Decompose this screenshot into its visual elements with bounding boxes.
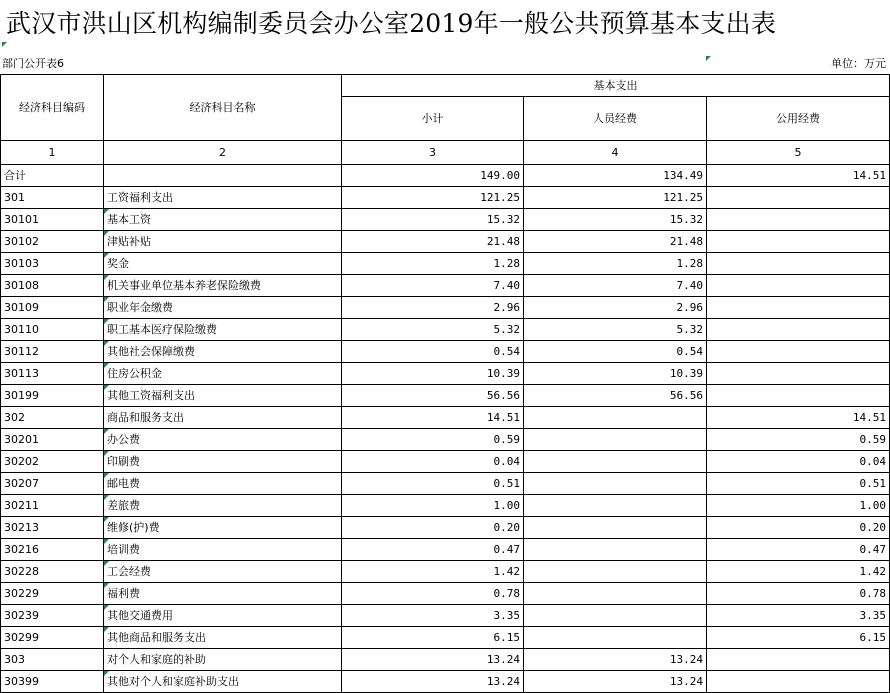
row-personnel: 10.39 [524,363,707,385]
cell-corner-marker [2,42,7,47]
row-public: 0.59 [707,429,890,451]
unit-label: 单位：万元 [831,57,886,70]
row-name: 办公费 [104,429,342,451]
row-code: 30112 [1,341,104,363]
cell-corner-marker [706,56,711,61]
table-row [1,561,890,583]
row-personnel: 121.25 [524,187,707,209]
form-code: 部门公开表6 [2,57,64,70]
row-public [707,649,890,671]
row-name [104,165,342,187]
table-row [1,407,890,429]
row-public: 0.04 [707,451,890,473]
row-subtotal: 0.59 [342,429,524,451]
row-public [707,275,890,297]
row-subtotal: 6.15 [342,627,524,649]
row-public [707,297,890,319]
row-subtotal: 5.32 [342,319,524,341]
row-code: 30101 [1,209,104,231]
row-code: 30110 [1,319,104,341]
row-code: 30199 [1,385,104,407]
row-personnel [524,627,707,649]
row-subtotal: 0.20 [342,517,524,539]
table-row [1,473,890,495]
table-row [1,319,890,341]
row-name: 住房公积金 [104,363,342,385]
row-subtotal: 7.40 [342,275,524,297]
row-personnel [524,517,707,539]
row-name: 工会经费 [104,561,342,583]
table-row [1,583,890,605]
table-row [1,605,890,627]
row-subtotal: 0.54 [342,341,524,363]
table-row [1,253,890,275]
header-name: 经济科目名称 [104,75,342,141]
row-public [707,363,890,385]
row-personnel: 0.54 [524,341,707,363]
table-row [1,429,890,451]
row-code: 合计 [1,165,104,187]
row-name: 其他交通费用 [104,605,342,627]
row-subtotal: 149.00 [342,165,524,187]
row-personnel: 15.32 [524,209,707,231]
row-code: 30108 [1,275,104,297]
row-subtotal: 10.39 [342,363,524,385]
table-row [1,495,890,517]
table-row [1,297,890,319]
row-subtotal: 21.48 [342,231,524,253]
row-code: 30113 [1,363,104,385]
index-3: 3 [342,141,524,165]
row-personnel: 2.96 [524,297,707,319]
row-subtotal: 1.00 [342,495,524,517]
table-row [1,209,890,231]
row-public: 1.00 [707,495,890,517]
table-row [1,231,890,253]
header-basic-expenditure: 基本支出 [342,75,890,97]
row-public: 0.78 [707,583,890,605]
row-public [707,187,890,209]
row-code: 30207 [1,473,104,495]
row-public: 6.15 [707,627,890,649]
row-code: 30201 [1,429,104,451]
row-public: 0.20 [707,517,890,539]
row-name: 其他商品和服务支出 [104,627,342,649]
header-public: 公用经费 [707,97,890,141]
row-personnel [524,539,707,561]
row-subtotal: 121.25 [342,187,524,209]
row-public: 0.47 [707,539,890,561]
index-1: 1 [1,141,104,165]
row-public [707,319,890,341]
row-subtotal: 0.04 [342,451,524,473]
row-public: 0.51 [707,473,890,495]
row-personnel: 1.28 [524,253,707,275]
row-personnel: 7.40 [524,275,707,297]
report-title: 武汉市洪山区机构编制委员会办公室2019年一般公共预算基本支出表 [6,9,777,38]
table-row [1,341,890,363]
table-row [1,187,890,209]
row-personnel [524,605,707,627]
header-personnel: 人员经费 [524,97,707,141]
row-personnel [524,561,707,583]
table-row [1,275,890,297]
row-name: 职业年金缴费 [104,297,342,319]
row-public: 3.35 [707,605,890,627]
row-public [707,209,890,231]
row-code: 302 [1,407,104,429]
row-personnel: 5.32 [524,319,707,341]
table-row [1,363,890,385]
row-subtotal: 13.24 [342,671,524,693]
row-name: 邮电费 [104,473,342,495]
row-code: 303 [1,649,104,671]
budget-table [0,74,890,693]
row-public [707,671,890,693]
row-name: 基本工资 [104,209,342,231]
table-row [1,649,890,671]
row-name: 其他社会保障缴费 [104,341,342,363]
row-personnel: 13.24 [524,649,707,671]
row-personnel: 56.56 [524,385,707,407]
row-code: 30109 [1,297,104,319]
row-name: 差旅费 [104,495,342,517]
table-row [1,539,890,561]
row-public [707,253,890,275]
row-code: 30299 [1,627,104,649]
row-name: 印刷费 [104,451,342,473]
row-name: 培训费 [104,539,342,561]
row-personnel [524,451,707,473]
row-name: 津贴补贴 [104,231,342,253]
row-public: 1.42 [707,561,890,583]
row-code: 30202 [1,451,104,473]
row-name: 工资福利支出 [104,187,342,209]
row-personnel [524,473,707,495]
row-name: 其他对个人和家庭补助支出 [104,671,342,693]
row-code: 30228 [1,561,104,583]
row-public [707,385,890,407]
row-code: 30399 [1,671,104,693]
row-personnel [524,407,707,429]
table-row [1,165,890,187]
row-subtotal: 15.32 [342,209,524,231]
row-code: 30239 [1,605,104,627]
row-subtotal: 0.47 [342,539,524,561]
row-personnel [524,583,707,605]
table-row [1,627,890,649]
row-subtotal: 1.42 [342,561,524,583]
index-5: 5 [707,141,890,165]
row-code: 301 [1,187,104,209]
index-2: 2 [104,141,342,165]
row-code: 30216 [1,539,104,561]
row-public [707,341,890,363]
header-subtotal: 小计 [342,97,524,141]
row-code: 30213 [1,517,104,539]
row-personnel: 13.24 [524,671,707,693]
row-subtotal: 0.78 [342,583,524,605]
row-personnel [524,495,707,517]
row-name: 机关事业单位基本养老保险缴费 [104,275,342,297]
row-code: 30229 [1,583,104,605]
index-4: 4 [524,141,707,165]
row-name: 对个人和家庭的补助 [104,649,342,671]
row-subtotal: 0.51 [342,473,524,495]
row-name: 维修(护)费 [104,517,342,539]
header-code: 经济科目编码 [1,75,104,141]
row-name: 奖金 [104,253,342,275]
row-name: 职工基本医疗保险缴费 [104,319,342,341]
table-row [1,517,890,539]
row-subtotal: 2.96 [342,297,524,319]
row-code: 30102 [1,231,104,253]
row-subtotal: 56.56 [342,385,524,407]
row-name: 福利费 [104,583,342,605]
row-public: 14.51 [707,165,890,187]
row-public [707,231,890,253]
row-code: 30103 [1,253,104,275]
row-subtotal: 13.24 [342,649,524,671]
row-personnel [524,429,707,451]
row-personnel: 21.48 [524,231,707,253]
table-row [1,451,890,473]
row-public: 14.51 [707,407,890,429]
table-row [1,385,890,407]
row-subtotal: 3.35 [342,605,524,627]
row-name: 其他工资福利支出 [104,385,342,407]
row-code: 30211 [1,495,104,517]
row-personnel: 134.49 [524,165,707,187]
row-name: 商品和服务支出 [104,407,342,429]
row-subtotal: 14.51 [342,407,524,429]
table-row [1,671,890,693]
row-subtotal: 1.28 [342,253,524,275]
